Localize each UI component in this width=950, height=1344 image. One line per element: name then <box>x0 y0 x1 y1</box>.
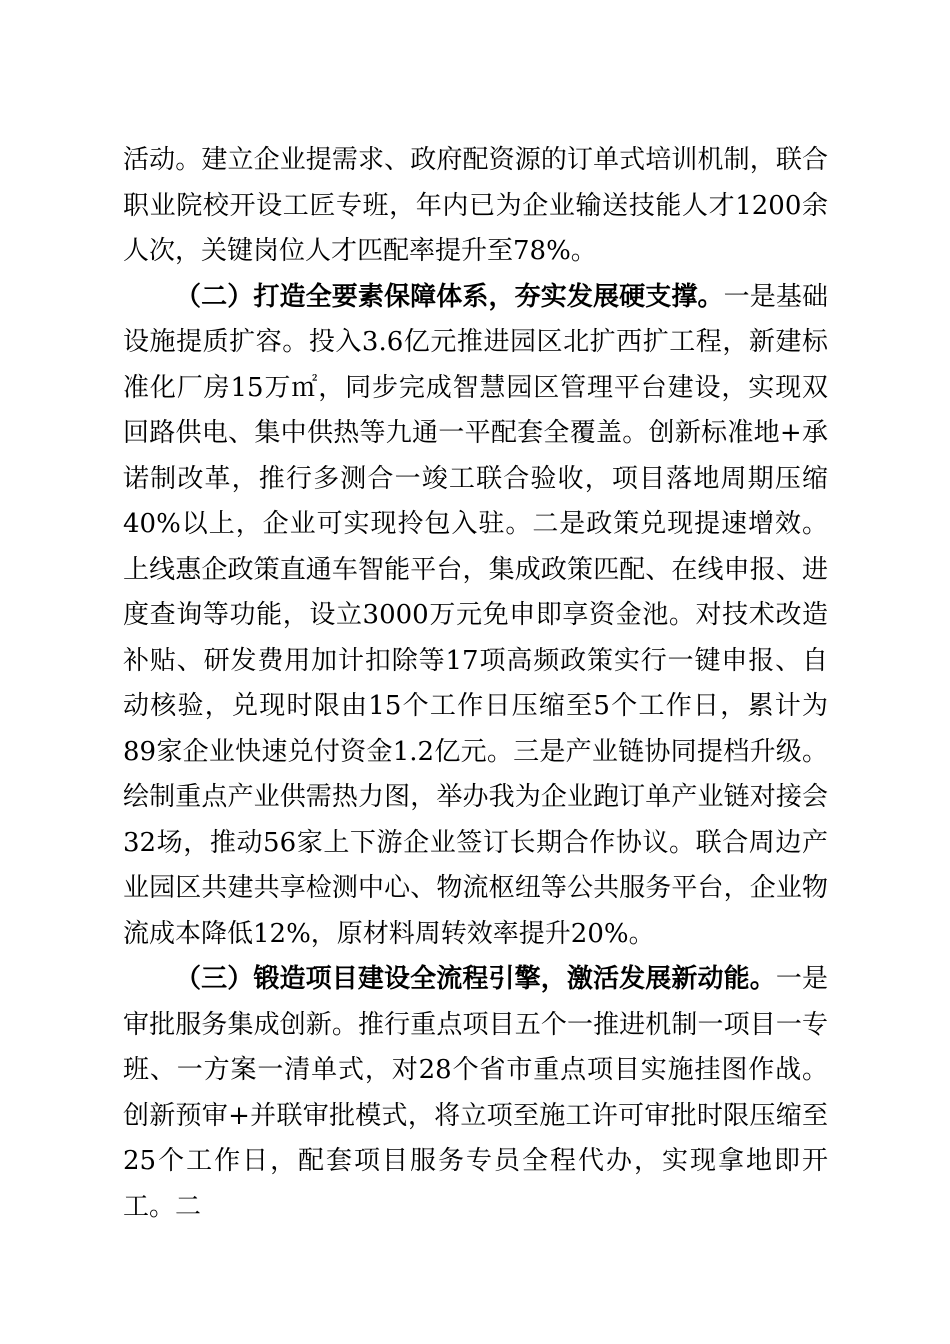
paragraph-training <box>123 138 828 275</box>
paragraph-support-system <box>123 275 828 958</box>
section-heading-2: （二）打造全要素保障体系，夯实发展硬支撑。 <box>175 281 724 312</box>
paragraph-project-engine <box>123 957 828 1230</box>
paragraph-body: 一是审批服务集成创新。推行重点项目五个一推进机制一项目一专班、一方案一清单式，对28个省市重点项目实施挂图作战。创新预审+并联审批模式，将立项至施工许可审批时限压缩至25个工作日，配套项目服务专员全程代办，实现拿地即开工。二 <box>123 964 828 1222</box>
paragraph-body: 活动。建立企业提需求、政府配资源的订单式培训机制，联合职业院校开设工匠专班，年内已为企业输送技能人才1200余人次，关键岗位人才匹配率提升至78%。 <box>123 145 828 266</box>
paragraph-body: 一是基础设施提质扩容。投入3.6亿元推进园区北扩西扩工程，新建标准化厂房15万㎡，同步完成智慧园区管理平台建设，实现双回路供电、集中供热等九通一平配套全覆盖。创新标准地+承诺制改革，推行多测合一竣工联合验收，项目落地周期压缩40%以上，企业可实现拎包入驻。二是政策兑现提速增效。上线惠企政策直通车智能平台，集成政策匹配、在线申报、进度查询等功能，设立3000万元免申即享资金池。对技术改造补贴、研发费用加计扣除等17项高频政策实行一键申报、自动核验，兑现时限由15个工作日压缩至5个工作日，累计为89家企业快速兑付资金1.2亿元。三是产业链协同提档升级。绘制重点产业供需热力图，举办我为企业跑订单产业链对接会32场，推动56家上下游企业签订长期合作协议。联合周边产业园区共建共享检测中心、物流枢纽等公共服务平台，企业物流成本降低12%，原材料周转效率提升20%。 <box>123 281 828 949</box>
document-body <box>123 138 828 1230</box>
section-heading-3: （三）锻造项目建设全流程引擎，激活发展新动能。 <box>175 964 776 994</box>
